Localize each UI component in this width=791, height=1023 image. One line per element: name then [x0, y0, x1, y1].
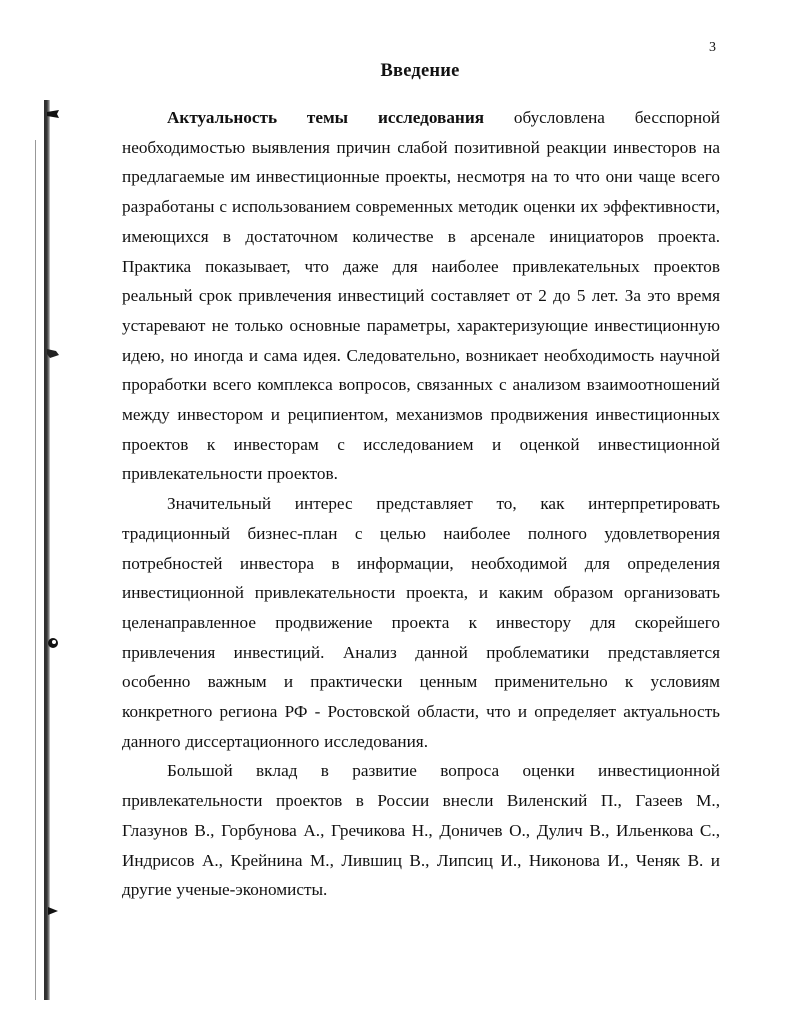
punch-mark — [46, 905, 60, 917]
binding-edge — [44, 100, 50, 1000]
page-number: 3 — [709, 40, 716, 55]
binding-line — [35, 140, 36, 1000]
paragraph-text: обусловлена бесспорной необходимостью выявления причин слабой позитивной реакции инвесторов на предлагаемые им инвестиционные проекты, несмотря на то что они чаще всего разработаны с использованием современных методик оценки их эффективности, имеющихся в достаточном количестве в арсенале инициаторов проекта. Практика показывает, что даже для наиболее привлекательных проектов реальный срок привлечения инвестиций составляет от 2 до 5 лет. За это время устаревают не только основные параметры, характеризующие инвестиционную идею, но иногда и сама идея. Следовательно, возникает необходимость научной проработки всего комплекса вопросов, связанных с анализом взаимоотношений между инвестором и реципиентом, механизмов продвижения инвестиционных проектов к инвесторам с исследованием и оценкой инвестиционной привлекательности проектов. — [122, 108, 720, 484]
document-body — [122, 103, 720, 905]
punch-mark — [46, 347, 60, 359]
paragraph-interest — [122, 489, 720, 756]
paragraph-text: Большой вклад в развитие вопроса оценки инвестиционной привлекательности проектов в России внесли Виленский П., Газеев М., Глазунов В., Горбунова А., Гречикова Н., Доничев О., Дулич В., Ильенкова С., Индрисов А., Крейнина М., Лившиц В., Липсиц И., Никонова И., Ченяк В. и другие ученые-экономисты. — [122, 761, 720, 900]
punch-mark — [46, 636, 60, 648]
paragraph-relevance — [122, 103, 720, 489]
paragraph-text: Значительный интерес представляет то, как интерпретировать традиционный бизнес-план с целью наиболее полного удовлетворения потребностей инвестора в информации, необходимой для определения инвестиционной привлекательности проекта, и каким образом организовать целенаправленное продвижение проекта к инвестору для скорейшего привлечения инвестиций. Анализ данной проблематики представляется особенно важным и практически ценным применительно к условиям конкретного региона РФ - Ростовской области, что и определяет актуальность данного диссертационного исследования. — [122, 494, 720, 751]
punch-mark — [46, 108, 60, 120]
paragraph-lead: Актуальность темы исследования — [167, 108, 485, 127]
paragraph-contributors — [122, 756, 720, 905]
page-title: Введение — [380, 61, 460, 81]
